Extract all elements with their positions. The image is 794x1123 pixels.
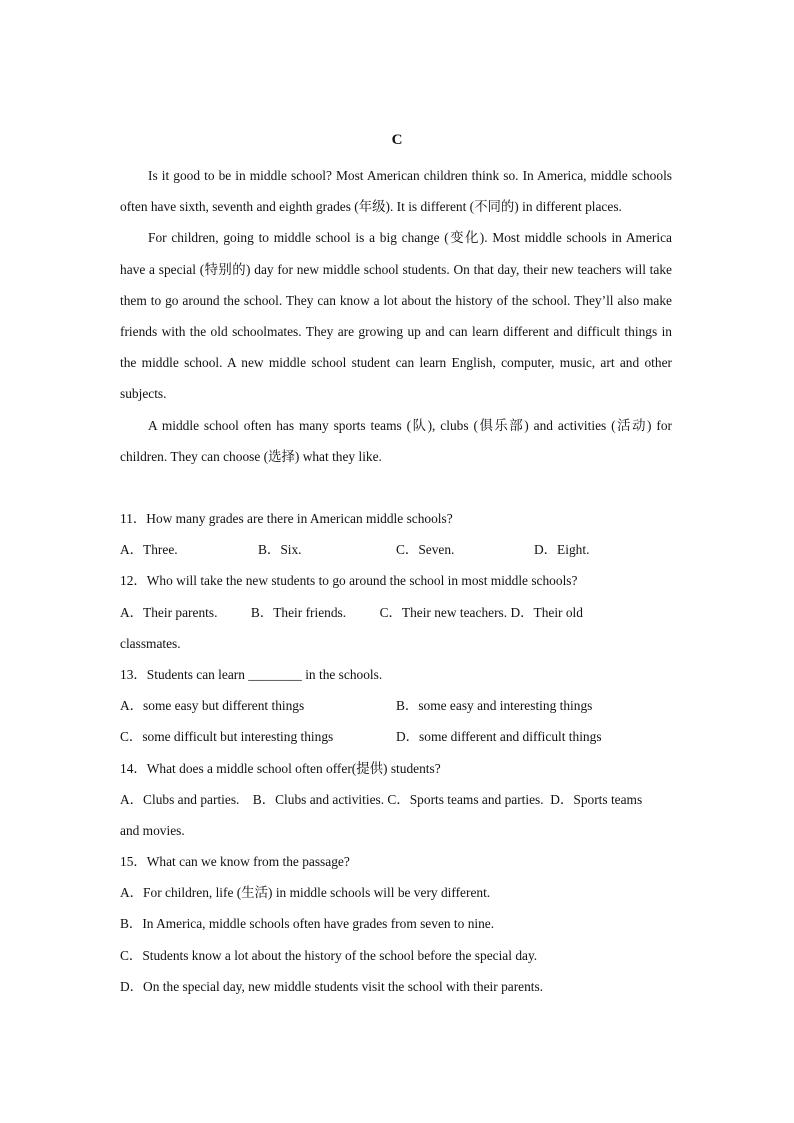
option-b[interactable]: B．some easy and interesting things (396, 698, 593, 714)
passage-paragraph-1: Is it good to be in middle school? Most American children think so. In America, middle schools often have sixth, seventh and eighth grades (年级). It is different (不同的) in different places. (120, 168, 672, 215)
option-c[interactable]: C．some difficult but interesting things (120, 729, 334, 745)
question-13-stem: 13．Students can learn ________ in the schools. (120, 666, 383, 682)
option-d[interactable]: D．some different and difficult things (396, 729, 602, 745)
passage-paragraph-3: A middle school often has many sports teams (队), clubs (俱乐部) and activities (活动) for children. They can choose (选择) what they like. (120, 417, 672, 464)
option-b[interactable]: B．In America, middle schools often have grades from seven to nine. (120, 916, 495, 932)
question-15-stem: 15．What can we know from the passage? (120, 854, 350, 870)
option-c[interactable]: C．Seven. (396, 542, 455, 558)
question-11-stem: 11．How many grades are there in American middle schools? (120, 511, 453, 526)
question-13-options-row-1 (120, 690, 672, 721)
option-c[interactable]: C．Students know a lot about the history of the school before the special day. (120, 947, 538, 963)
question-13-options-row-2 (120, 721, 672, 752)
option-a[interactable]: A．Three. (120, 542, 178, 558)
option-a[interactable]: A．some easy but different things (120, 698, 305, 714)
option-d[interactable]: D．On the special day, new middle students visit the school with their parents. (120, 978, 544, 994)
option-a[interactable]: A．For children, life (生活) in middle schools will be very different. (120, 885, 491, 901)
question-12-stem: 12．Who will take the new students to go around the school in most middle schools? (120, 573, 578, 589)
question-12-options-line-1: A．Their parents. B．Their friends. C．Their new teachers. D．Their old (120, 604, 583, 620)
question-14-options-line-2: and movies. (120, 822, 185, 838)
question-11-options (120, 534, 672, 565)
question-list (120, 503, 672, 1002)
question-12-options-line-2: classmates. (120, 635, 181, 651)
option-b[interactable]: B．Six. (258, 542, 302, 558)
option-d[interactable]: D．Eight. (534, 542, 590, 558)
passage-paragraph-2: For children, going to middle school is a big change (变化). Most middle schools in America have a special (特别的) day for new middle school students. On that day, their new teachers will take them to go around the school. They can know a lot about the history of the school. They’ll also make friends with the old schoolmates. They are growing up and can learn different and difficult things in the middle school. A new middle school student can learn English, computer, music, art and other subjects. (120, 230, 672, 402)
section-title: C (391, 132, 403, 148)
question-14-options-line-1: A．Clubs and parties. B．Clubs and activities. C．Sports teams and parties. D．Sports teams (120, 791, 643, 807)
reading-passage (120, 160, 672, 472)
question-14-stem: 14．What does a middle school often offer(提供) students? (120, 760, 441, 776)
